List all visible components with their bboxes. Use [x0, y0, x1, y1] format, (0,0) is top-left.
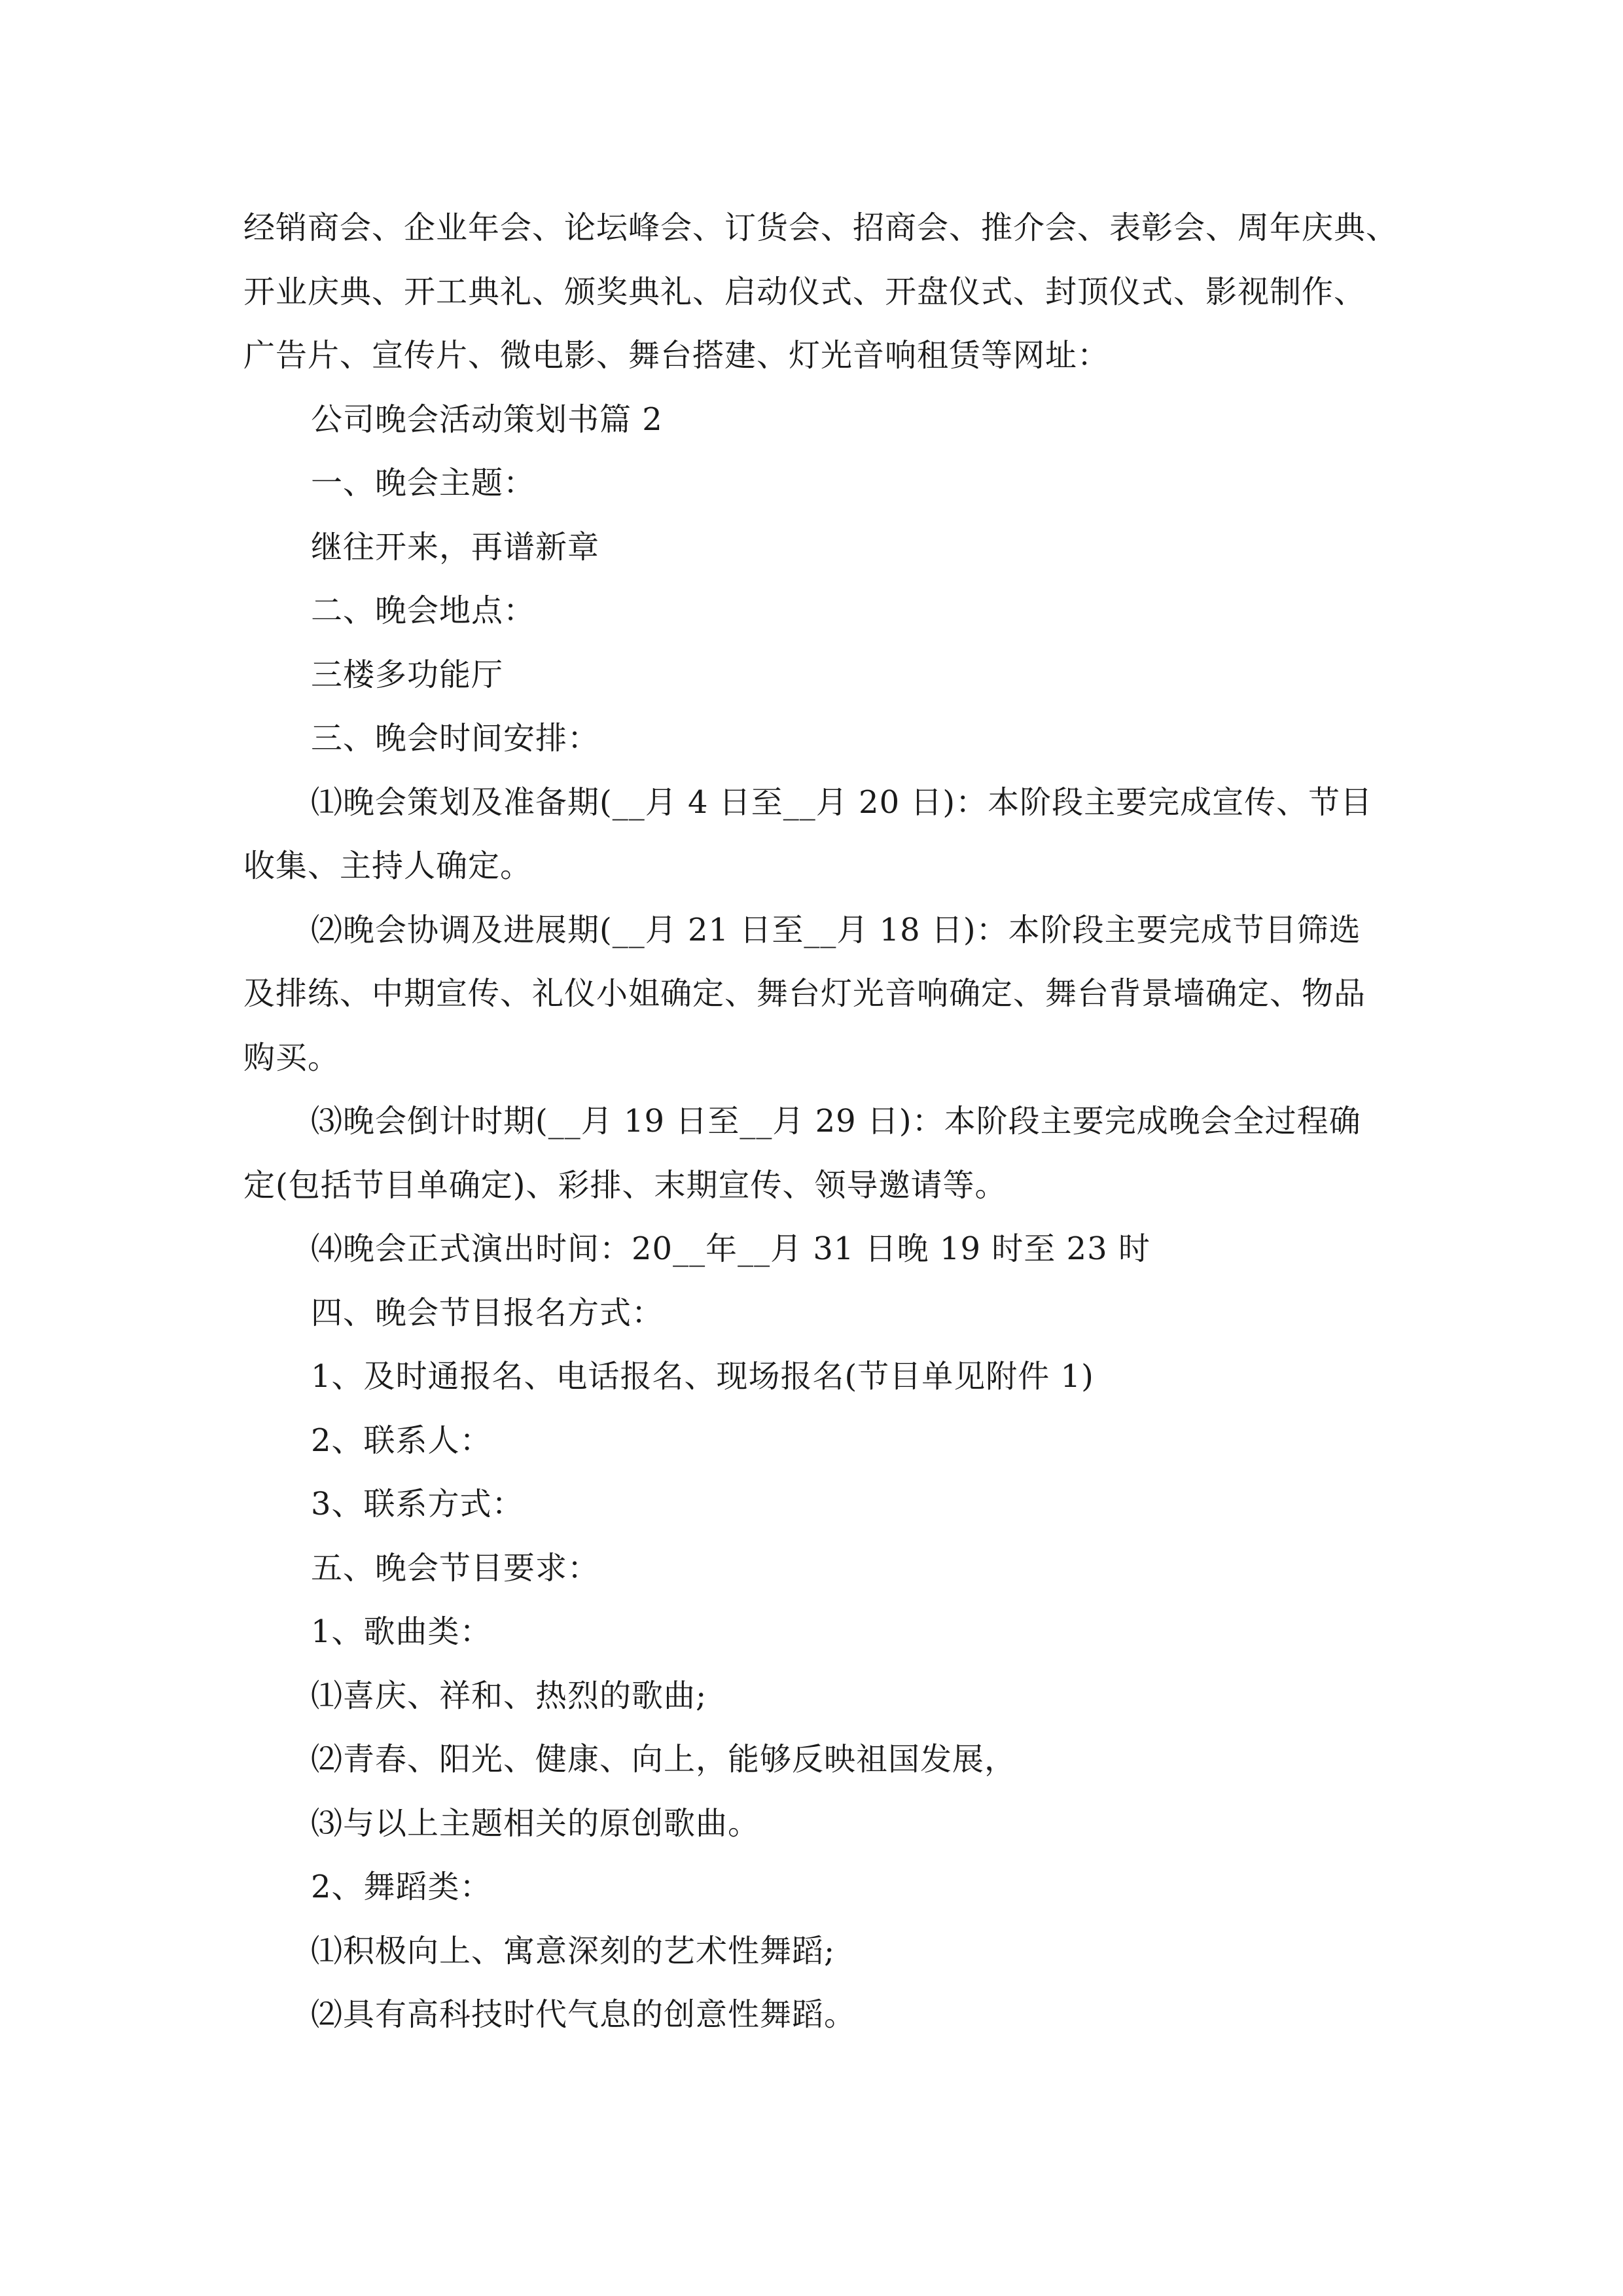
document-line: 开业庆典、开工典礼、颁奖典礼、启动仪式、开盘仪式、封顶仪式、影视制作、: [243, 273, 1366, 310]
document-line: 三、晚会时间安排：: [311, 720, 600, 757]
document-line: 3、联系方式：: [311, 1486, 524, 1522]
document-line: 定(包括节目单确定)、彩排、末期宣传、领导邀请等。: [243, 1166, 1007, 1204]
document-line: ⑵具有高科技时代气息的创意性舞蹈。: [311, 1996, 857, 2033]
document-line: 广告片、宣传片、微电影、舞台搭建、灯光音响租赁等网址：: [243, 337, 1110, 374]
document-line: 继往开来，再谱新章: [311, 528, 600, 565]
document-line: ⑵青春、阳光、健康、向上，能够反映祖国发展，: [311, 1741, 1017, 1778]
document-line: 经销商会、企业年会、论坛峰会、订货会、招商会、推介会、表彰会、周年庆典、: [243, 209, 1399, 246]
document-line: 一、晚会主题：: [311, 465, 536, 501]
document-line: 2、联系人：: [311, 1422, 492, 1459]
document-line: ⑴喜庆、祥和、热烈的歌曲;: [311, 1677, 707, 1714]
document-line: 收集、主持人确定。: [243, 848, 533, 884]
document-line: 购买。: [243, 1039, 340, 1076]
document-line: ⑶晚会倒计时期(__月 19 日至__月 29 日)：本阶段主要完成晚会全过程确: [311, 1103, 1361, 1139]
document-line: 1、及时通报名、电话报名、现场报名(节目单见附件 1): [311, 1358, 1094, 1395]
document-line: 二、晚会地点：: [311, 592, 536, 629]
document-line: ⑷晚会正式演出时间：20__年__月 31 日晚 19 时至 23 时: [311, 1230, 1150, 1267]
document-line: 1、歌曲类：: [311, 1613, 492, 1650]
document-line: ⑴积极向上、寓意深刻的艺术性舞蹈;: [311, 1932, 836, 1969]
document-line: 及排练、中期宣传、礼仪小姐确定、舞台灯光音响确定、舞台背景墙确定、物品: [243, 975, 1366, 1012]
document-line: ⑴晚会策划及准备期(__月 4 日至__月 20 日)：本阶段主要完成宣传、节目: [311, 783, 1373, 821]
document-line: ⑵晚会协调及进展期(__月 21 日至__月 18 日)：本阶段主要完成节目筛选: [311, 911, 1361, 948]
document-body: [243, 196, 1428, 2047]
document-line: 2、舞蹈类：: [311, 1869, 492, 1905]
document-line: 三楼多功能厅: [311, 656, 504, 693]
document-line: 五、晚会节目要求：: [311, 1549, 600, 1587]
document-line: 四、晚会节目报名方式：: [311, 1294, 664, 1331]
document-line: ⑶与以上主题相关的原创歌曲。: [311, 1804, 760, 1842]
document-line: 公司晚会活动策划书篇 2: [311, 401, 663, 438]
